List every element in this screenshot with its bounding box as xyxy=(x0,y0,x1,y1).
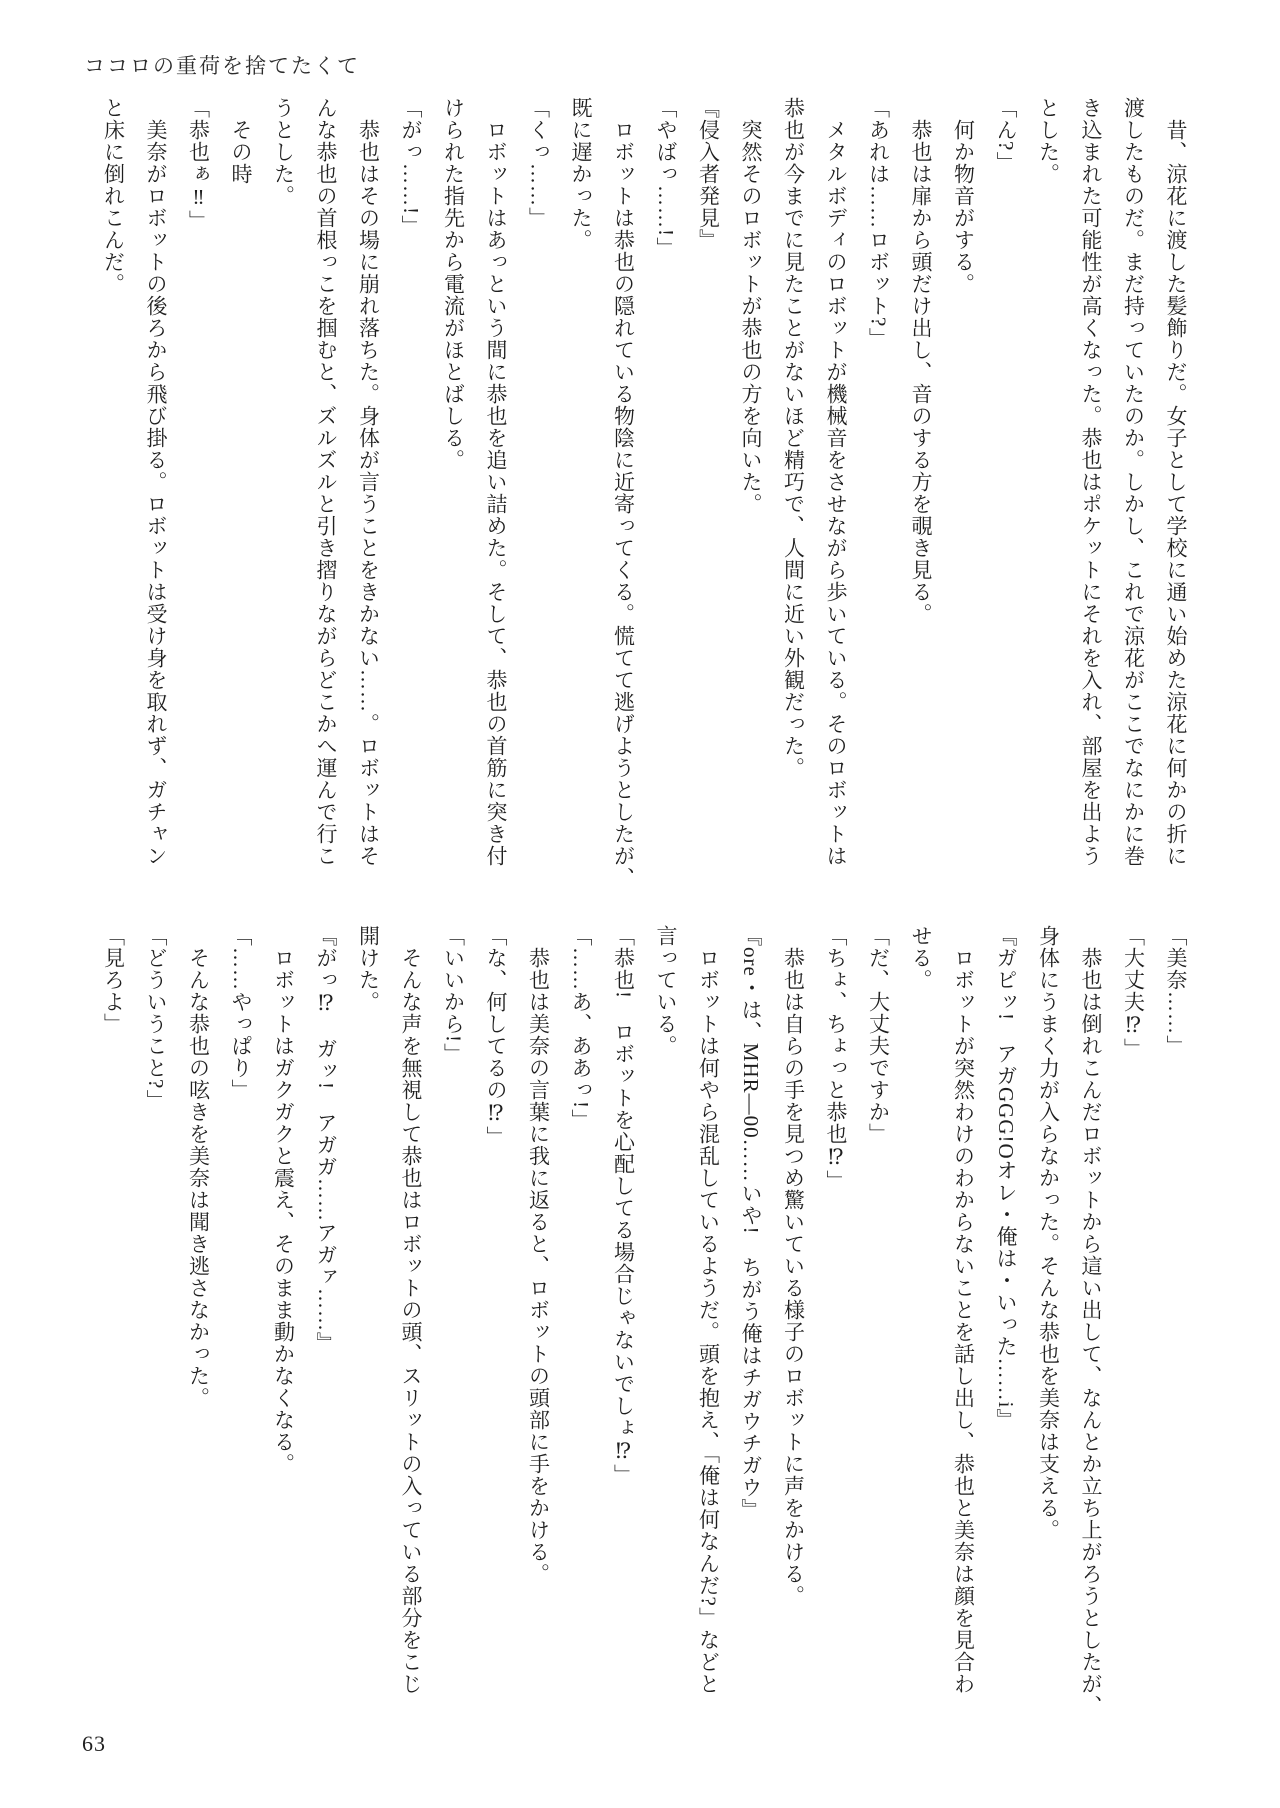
text-line: せる。 xyxy=(909,925,933,991)
text-line: んな恭也の首根っこを掴むと、ズルズルと引き摺りながらどこかへ運んで行こ xyxy=(314,97,338,867)
text-line: 恭也は美奈の言葉に我に返ると、ロボットの頭部に手をかける。 xyxy=(526,925,551,1585)
text-block-bottom xyxy=(92,925,1197,1737)
text-line: とした。 xyxy=(1036,97,1061,185)
text-line: 「……やっぱり」 xyxy=(229,925,253,1101)
text-line: 渡したものだ。まだ持っていたのか。しかし、これで涼花がここでなにかに巻 xyxy=(1121,97,1146,867)
text-line: けられた指先から電流がほとばしる。 xyxy=(441,97,466,471)
text-line: 「大丈夫⁉」 xyxy=(1121,925,1146,1060)
page-number: 63 xyxy=(82,1731,106,1756)
text-line: 恭也はその場に崩れ落ちた。身体が言うことをきかない……。ロボットはそ xyxy=(356,97,381,867)
text-line: うとした。 xyxy=(271,97,296,207)
text-line: 「ん?」 xyxy=(994,97,1018,174)
text-line: 「美奈……」 xyxy=(1164,925,1188,1057)
text-line: 美奈がロボットの後ろから飛び掛る。ロボットは受け身を取れず、ガチャン xyxy=(144,97,168,867)
text-line: 「がっ……!」 xyxy=(399,97,423,237)
text-line: 『ore・は、MHR―00……いや! ちがう俺はチガウチガウ』 xyxy=(739,925,763,1521)
text-line: そんな恭也の呟きを美奈は聞き逃さなかった。 xyxy=(186,925,211,1409)
text-line: 既に遅かった。 xyxy=(569,97,593,251)
text-line: 開けた。 xyxy=(356,925,381,1013)
text-line: 言っている。 xyxy=(654,925,678,1057)
text-line: 『ガピッ! アガGGG!Oオレ・俺は・いった……i』 xyxy=(994,925,1018,1431)
text-line: ロボットはあっという間に恭也を追い詰めた。そして、恭也の首筋に突き付 xyxy=(484,97,508,867)
text-line: 「……あ、ああっ!」 xyxy=(569,925,593,1131)
text-line: そんな声を無視して恭也はロボットの頭、スリットの入っている部分をこじ xyxy=(399,925,423,1695)
text-line: ロボットは何やら混乱しているようだ。頭を抱え、「俺は何なんだ?」などと xyxy=(696,925,721,1695)
text-line: メタルボディのロボットが機械音をさせながら歩いている。そのロボットは xyxy=(824,97,848,867)
running-header: ココロの重荷を捨てたくて xyxy=(84,54,360,78)
text-line: 「いいから!」 xyxy=(441,925,466,1065)
text-line: 何か物音がする。 xyxy=(951,97,976,295)
text-line: 昔、涼花に渡した髪飾りだ。女子として学校に通い始めた涼花に何かの折に xyxy=(1164,97,1188,867)
text-line: 「だ、大丈夫ですか」 xyxy=(866,925,891,1145)
text-line: 「あれは……ロボット?」 xyxy=(866,97,891,350)
text-line: ロボットは恭也の隠れている物陰に近寄ってくる。慌てて逃げようとしたが、 xyxy=(611,97,636,889)
text-line: 「恭也! ロボットを心配してる場合じゃないでしょ⁉」 xyxy=(611,925,636,1486)
text-line: 恭也は自らの手を見つめ驚いている様子のロボットに声をかける。 xyxy=(781,925,806,1607)
text-line: 「な、何してるの⁉」 xyxy=(484,925,508,1148)
text-line: 身体にうまく力が入らなかった。そんな恭也を美奈は支える。 xyxy=(1036,925,1061,1541)
text-line: 「恭也ぁ‼」 xyxy=(186,97,211,232)
text-line: ロボットが突然わけのわからないことを話し出し、恭也と美奈は顔を見合わ xyxy=(951,925,976,1695)
text-line: 突然そのロボットが恭也の方を向いた。 xyxy=(739,97,763,515)
text-line: と床に倒れこんだ。 xyxy=(101,97,126,295)
text-line: 「くっ……」 xyxy=(526,97,551,229)
text-line: 「見ろよ」 xyxy=(101,925,126,1035)
text-line: ロボットはガクガクと震え、そのまま動かなくなる。 xyxy=(271,925,296,1475)
text-block-top xyxy=(92,97,1197,909)
text-line: その時 xyxy=(229,97,253,185)
text-line: 恭也が今までに見たことがないほど精巧で、人間に近い外観だった。 xyxy=(781,97,806,779)
text-line: き込まれた可能性が高くなった。恭也はポケットにそれを入れ、部屋を出よう xyxy=(1079,97,1103,867)
text-line: 「ちょ、ちょっと恭也⁉」 xyxy=(824,925,848,1192)
text-line: 恭也は扉から頭だけ出し、音のする方を覗き見る。 xyxy=(909,97,933,625)
text-line: 「やばっ……!」 xyxy=(654,97,678,259)
text-line: 『がっ⁉ ガッ! アガガ……アガァ……』 xyxy=(314,925,338,1354)
text-line: 恭也は倒れこんだロボットから這い出して、なんとか立ち上がろうとしたが、 xyxy=(1079,925,1103,1717)
text-line: 『侵入者発見』 xyxy=(696,97,721,251)
text-line: 「どういうこと?」 xyxy=(144,925,168,1112)
